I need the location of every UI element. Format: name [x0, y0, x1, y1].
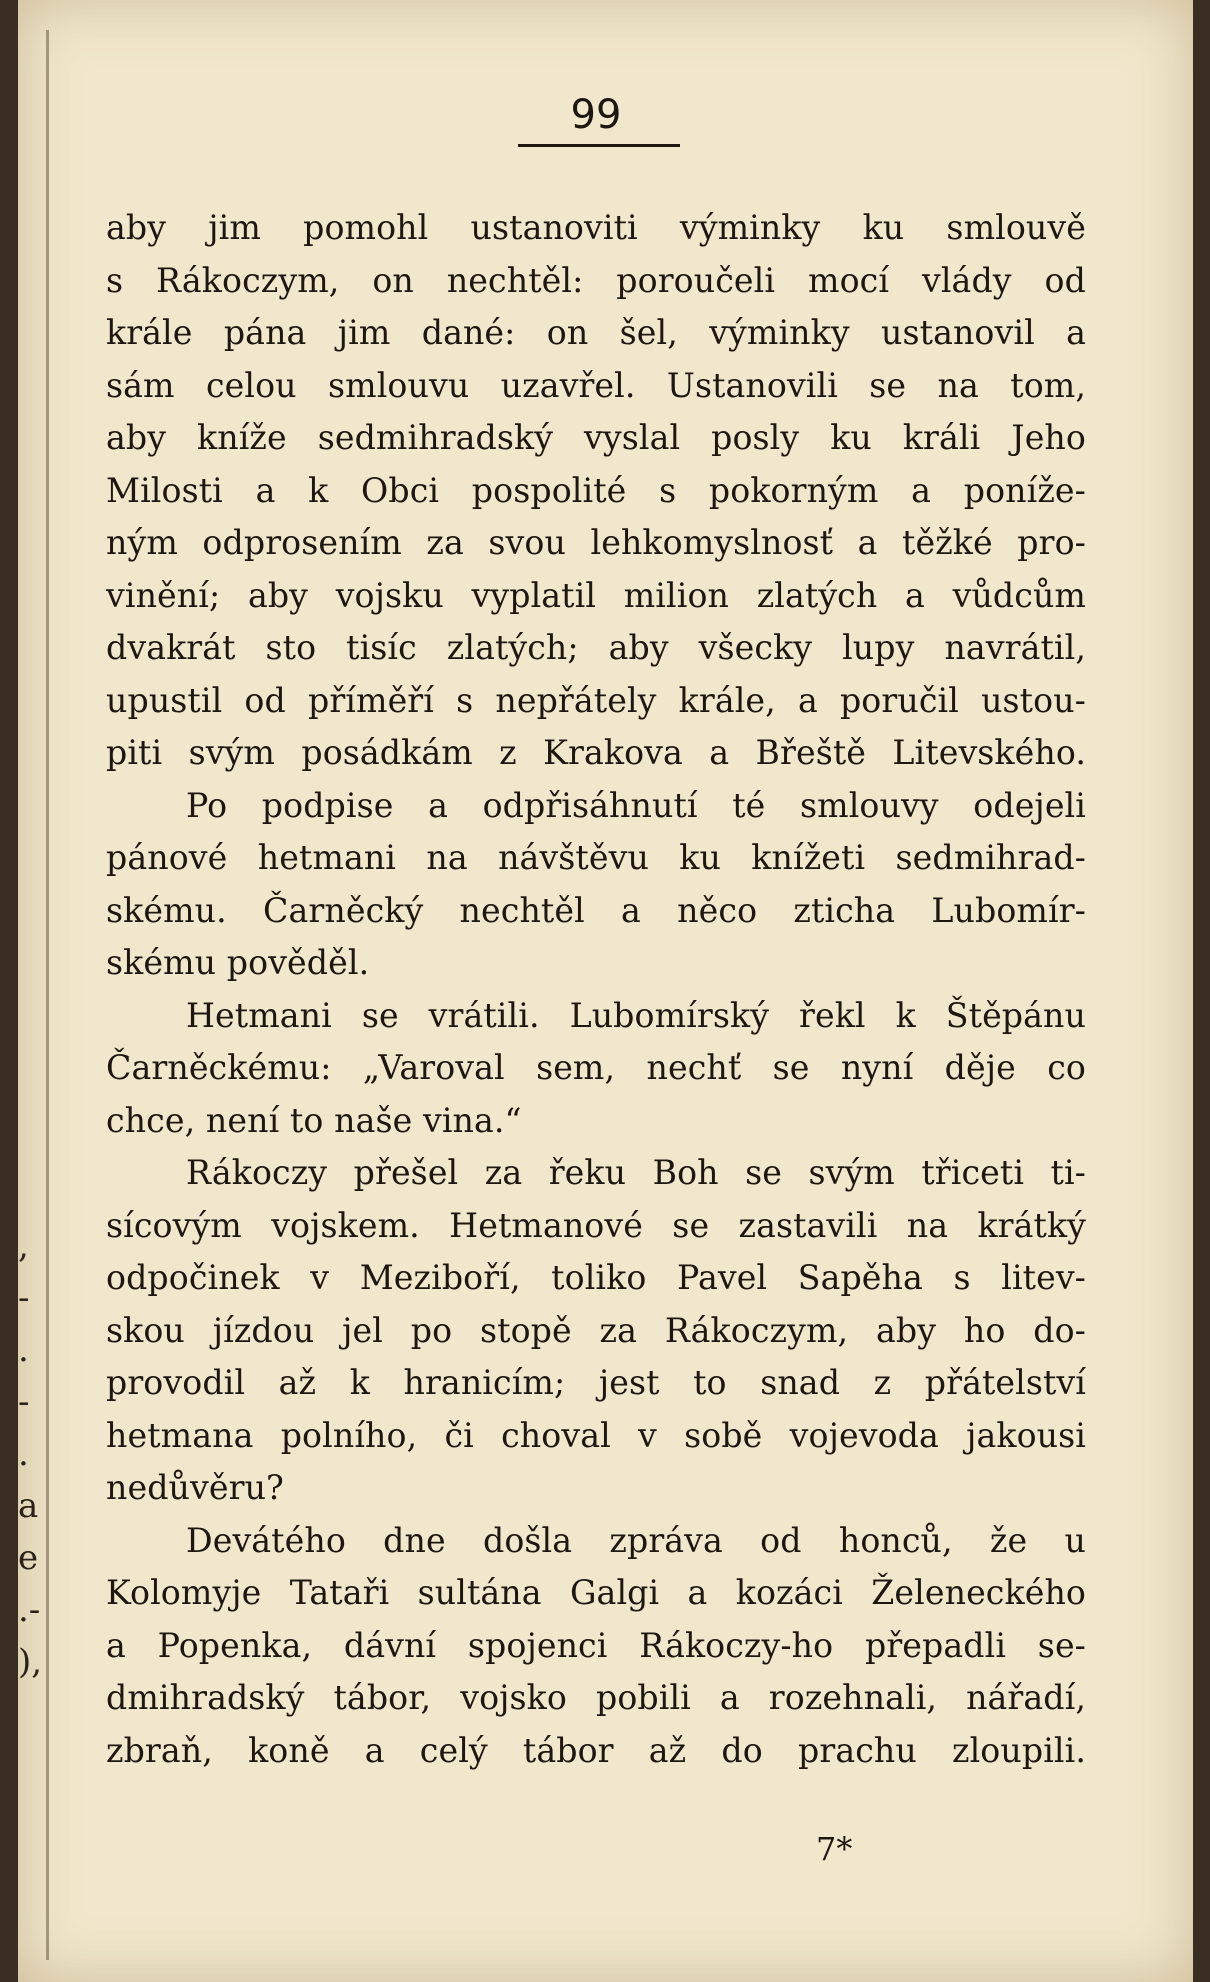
text-line: odpočinek v Meziboří, toliko Pavel Sapěha s litev-: [106, 1258, 1086, 1297]
text-line: Kolomyje Tataři sultána Galgi a kozáci Želeneckého: [106, 1573, 1086, 1612]
margin-mark: .: [18, 1434, 29, 1474]
text-line: chce, není to naše vina.“: [106, 1100, 522, 1140]
text-line: piti svým posádkám z Krakova a Břeště Litevského.: [106, 733, 1086, 772]
text-line: aby jim pomohl ustanoviti výminky ku smlouvě: [106, 208, 1086, 247]
page-number: 99: [570, 92, 622, 138]
text-line: skému. Čarněcký nechtěl a něco zticha Lubomír-: [106, 890, 1086, 930]
margin-mark: .: [18, 1330, 29, 1370]
text-line: Čarněckému: „Varoval sem, nechť se nyní děje co: [106, 1048, 1086, 1087]
margin-mark: ,: [18, 1226, 29, 1266]
text-line: Milosti a k Obci pospolité s pokorným a poníže-: [106, 470, 1086, 510]
text-line: vinění; aby vojsku vyplatil milion zlatých a vůdcům: [106, 575, 1086, 615]
text-line: a Popenka, dávní spojenci Rákoczy-ho přepadli se-: [106, 1625, 1086, 1665]
text-line: provodil až k hranicím; jest to snad z přátelství: [106, 1363, 1086, 1402]
text-line: pánové hetmani na návštěvu ku knížeti sedmihrad-: [106, 838, 1086, 877]
text-line: ným odprosením za svou lehkomyslnosť a těžké pro-: [106, 523, 1086, 562]
text-line: hetmana polního, či choval v sobě vojevoda jakousi: [106, 1415, 1086, 1455]
text-line: skému pověděl.: [106, 943, 370, 982]
margin-mark: e: [18, 1538, 39, 1578]
text-line: dmihradský tábor, vojsko pobili a rozehnali, nářadí,: [106, 1678, 1086, 1717]
text-line: Hetmani se vrátili. Lubomírský řekl k Štěpánu: [186, 995, 1086, 1035]
margin-mark: -: [18, 1278, 30, 1318]
text-line: sícovým vojskem. Hetmanové se zastavili na krátký: [106, 1205, 1086, 1245]
margin-marks: [18, 1220, 43, 1688]
text-line: dvakrát sto tisíc zlatých; aby všecky lupy navrátil,: [106, 628, 1086, 667]
text-line: Devátého dne došla zpráva od honců, že u: [186, 1520, 1086, 1560]
margin-mark: a: [18, 1486, 39, 1526]
text-line: Po podpise a odpřisáhnutí té smlouvy odejeli: [186, 785, 1086, 825]
text-line: skou jízdou jel po stopě za Rákoczym, aby ho do-: [106, 1310, 1086, 1350]
margin-mark: .-: [18, 1590, 41, 1630]
text-line: aby kníže sedmihradský vyslal posly ku králi Jeho: [106, 418, 1086, 457]
text-line: krále pána jim dané: on šel, výminky ustanovil a: [106, 313, 1086, 352]
text-line: upustil od příměří s nepřátely krále, a poručil ustou-: [106, 680, 1086, 720]
text-line: s Rákoczym, on nechtěl: poroučeli mocí vlády od: [106, 260, 1086, 300]
text-line: zbraň, koně a celý tábor až do prachu zloupili.: [106, 1730, 1086, 1770]
text-line: sám celou smlouvu uzavřel. Ustanovili se na tom,: [106, 365, 1086, 405]
signature-mark: 7*: [816, 1830, 853, 1868]
margin-mark: -: [18, 1382, 30, 1422]
book-page: [18, 0, 1193, 1982]
gutter-line: [46, 30, 49, 1960]
margin-mark: ),: [18, 1642, 43, 1682]
text-line: nedůvěru?: [106, 1468, 284, 1507]
body-text: [106, 202, 1086, 1777]
text-line: Rákoczy přešel za řeku Boh se svým třiceti ti-: [186, 1153, 1086, 1192]
header-rule: [518, 144, 680, 147]
